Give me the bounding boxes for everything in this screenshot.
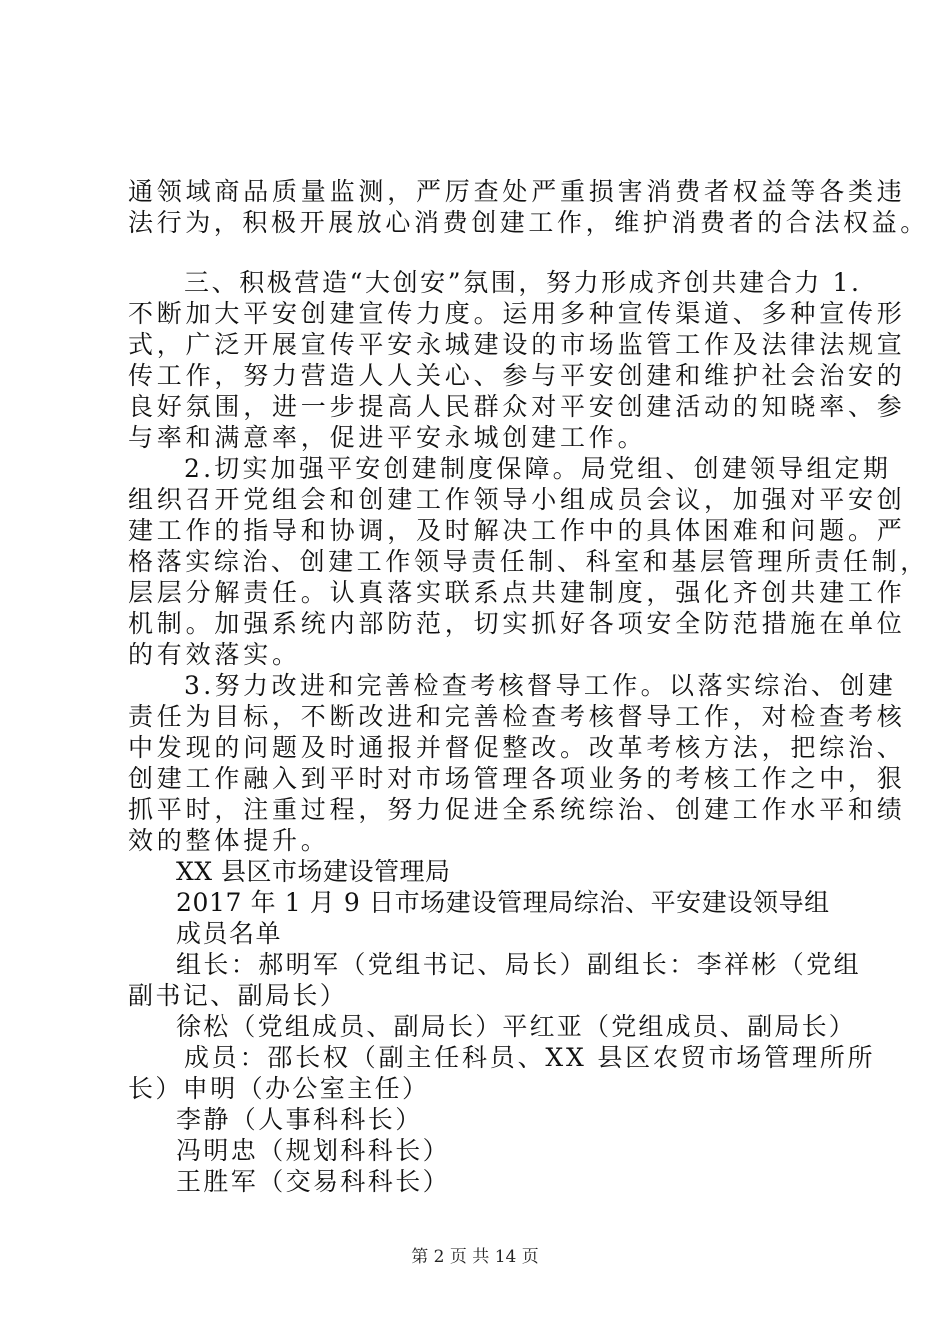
member-line: 王胜军（交易科科长） bbox=[176, 1167, 451, 1196]
body-line: 建工作的指导和协调，及时解决工作中的具体困难和问题。严 bbox=[128, 516, 906, 545]
member-line: 李静（人事科科长） bbox=[176, 1105, 423, 1134]
member-line: 长）申明（办公室主任） bbox=[128, 1074, 430, 1103]
body-line: 中发现的问题及时通报并督促整改。改革考核方法，把综治、 bbox=[128, 733, 906, 762]
body-line: 法行为，积极开展放心消费创建工作，维护消费者的合法权益。 bbox=[128, 208, 929, 237]
body-line: 传工作，努力营造人人关心、参与平安创建和维护社会治安的 bbox=[128, 361, 906, 390]
body-line: 格落实综治、创建工作领导责任制、科室和基层管理所责任制， bbox=[128, 547, 929, 576]
member-line: 成员：邵长权（副主任科员、XX 县区农贸市场管理所所 bbox=[184, 1043, 876, 1072]
section-heading: 三、积极营造“大创安”氛围，努力形成齐创共建合力 1. bbox=[184, 268, 862, 297]
body-line: 层层分解责任。认真落实联系点共建制度，强化齐创共建工作 bbox=[128, 578, 906, 607]
list-title: 成员名单 bbox=[176, 919, 283, 948]
body-line: 组织召开党组会和创建工作领导小组成员会议，加强对平安创 bbox=[128, 485, 906, 514]
body-line: 式，广泛开展宣传平安永城建设的市场监管工作及法律法规宣 bbox=[128, 330, 906, 359]
body-line: 抓平时，注重过程，努力促进全系统综治、创建工作水平和绩 bbox=[128, 795, 906, 824]
body-line: 3.努力改进和完善检查考核督导工作。以落实综治、创建 bbox=[184, 671, 897, 700]
body-line: 创建工作融入到平时对市场管理各项业务的考核工作之中，狠 bbox=[128, 764, 906, 793]
page-number: 第 2 页 共 14 页 bbox=[411, 1247, 539, 1267]
body-line: 效的整体提升。 bbox=[128, 826, 330, 855]
member-line: 副书记、副局长） bbox=[128, 981, 348, 1010]
body-line: 的有效落实。 bbox=[128, 640, 301, 669]
member-line: 徐松（党组成员、副局长）平红亚（党组成员、副局长） bbox=[176, 1012, 857, 1041]
member-line: 冯明忠（规划科科长） bbox=[176, 1136, 451, 1165]
body-line: 通领域商品质量监测，严厉查处严重损害消费者权益等各类违 bbox=[128, 177, 906, 206]
member-line: 组长：郝明军（党组书记、局长）副组长：李祥彬（党组 bbox=[176, 950, 862, 979]
body-line: 与率和满意率，促进平安永城创建工作。 bbox=[128, 423, 647, 452]
signature-organization: XX 县区市场建设管理局 bbox=[176, 857, 451, 886]
body-line: 良好氛围，进一步提高人民群众对平安创建活动的知晓率、参 bbox=[128, 392, 906, 421]
body-line: 机制。加强系统内部防范，切实抓好各项安全防范措施在单位 bbox=[128, 609, 906, 638]
signature-date: 2017 年 1 月 9 日市场建设管理局综治、平安建设领导组 bbox=[176, 888, 830, 917]
body-line: 不断加大平安创建宣传力度。运用多种宣传渠道、多种宣传形 bbox=[128, 299, 906, 328]
body-line: 责任为目标，不断改进和完善检查考核督导工作，对检查考核 bbox=[128, 702, 906, 731]
body-line: 2.切实加强平安创建制度保障。局党组、创建领导组定期 bbox=[184, 454, 892, 483]
